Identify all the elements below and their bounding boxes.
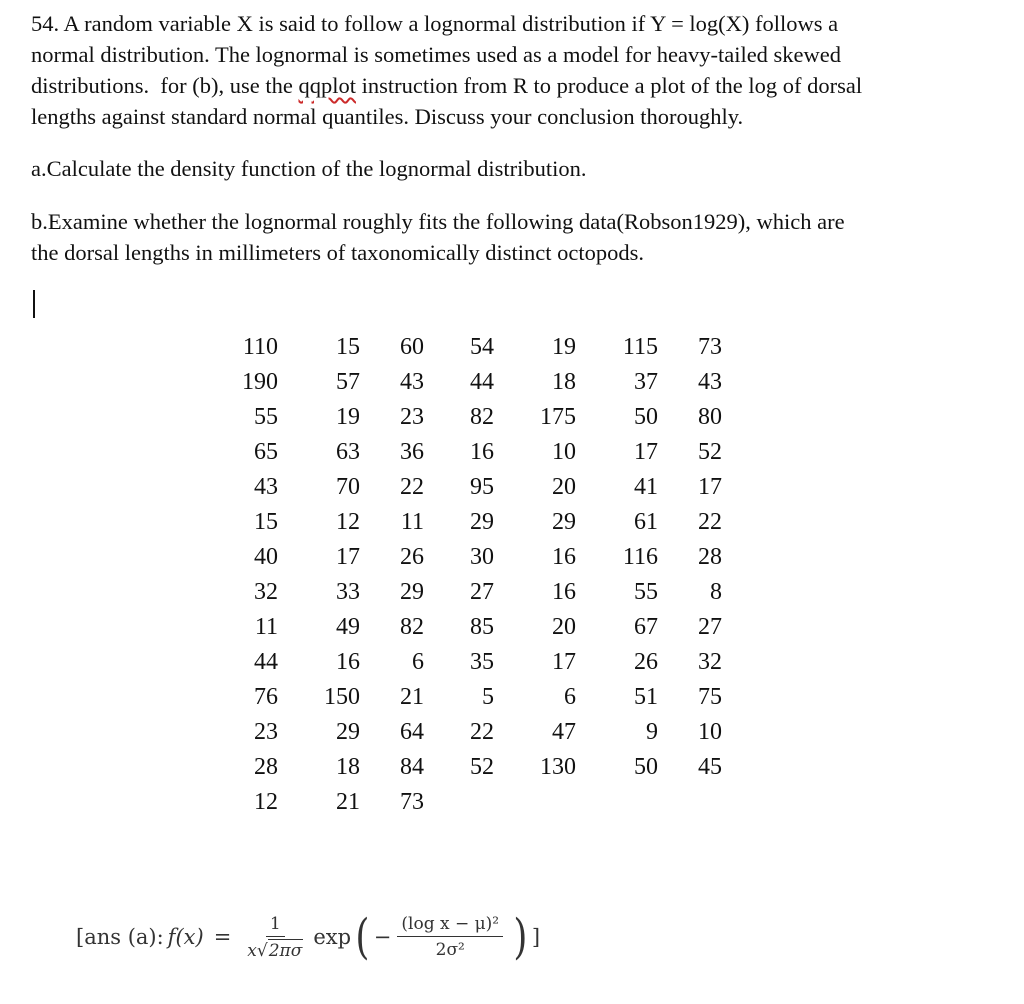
table-cell: 29: [552, 509, 576, 535]
table-cell: 28: [254, 754, 278, 780]
table-cell: 45: [698, 754, 722, 780]
problem-line-1: 54. A random variable X is said to follow a lognormal distribution if Y = log(X) follows a: [31, 11, 839, 36]
table-cell: 21: [400, 684, 424, 710]
table-cell: 6: [564, 684, 576, 710]
table-cell: 30: [470, 544, 494, 570]
table-cell: 95: [470, 474, 494, 500]
table-cell: 20: [552, 614, 576, 640]
table-cell: 41: [634, 474, 658, 500]
table-cell: 51: [634, 684, 658, 710]
table-cell: 175: [540, 404, 576, 430]
table-cell: 57: [336, 369, 360, 395]
table-cell: 47: [552, 719, 576, 745]
table-cell: 32: [698, 649, 722, 675]
table-cell: 84: [400, 754, 424, 780]
table-cell: 43: [698, 369, 722, 395]
answer-fraction-2: [397, 913, 503, 961]
table-cell: 37: [634, 369, 658, 395]
table-cell: 55: [254, 404, 278, 430]
answer-sqrt-expression: [247, 939, 303, 962]
table-cell: 43: [254, 474, 278, 500]
table-cell: 26: [634, 649, 658, 675]
table-cell: 22: [698, 509, 722, 535]
table-cell: 116: [622, 544, 658, 570]
table-row: [220, 680, 722, 715]
table-cell: 15: [336, 334, 360, 360]
answer-exp: exp: [313, 925, 352, 949]
table-cell: 82: [470, 404, 494, 430]
part-b: [31, 206, 991, 268]
table-cell: 115: [622, 334, 658, 360]
answer-function: f(x): [167, 925, 204, 949]
table-cell: 73: [698, 334, 722, 360]
table-row: [220, 785, 722, 820]
table-cell: 44: [254, 649, 278, 675]
table-cell: 17: [634, 439, 658, 465]
table-cell: 26: [400, 544, 424, 570]
table-cell: 33: [336, 579, 360, 605]
part-a: a.Calculate the density function of the lognormal distribution.: [31, 156, 587, 181]
sqrt-icon: √: [256, 940, 268, 961]
table-cell: 40: [254, 544, 278, 570]
table-cell: 76: [254, 684, 278, 710]
table-cell: 44: [470, 369, 494, 395]
table-cell: 80: [698, 404, 722, 430]
answer-fraction-1-numerator: 1: [266, 913, 285, 937]
table-cell: 63: [336, 439, 360, 465]
table-cell: 20: [552, 474, 576, 500]
table-cell: 21: [336, 789, 360, 815]
table-cell: 54: [470, 334, 494, 360]
table-row: [220, 750, 722, 785]
table-cell: 55: [634, 579, 658, 605]
table-cell: 70: [336, 474, 360, 500]
table-cell: 35: [470, 649, 494, 675]
answer-fraction-1-denominator: [243, 937, 307, 962]
problem-statement: [31, 8, 991, 132]
table-row: [220, 645, 722, 680]
table-cell: 15: [254, 509, 278, 535]
table-cell: 8: [710, 579, 722, 605]
table-row: [220, 575, 722, 610]
table-cell: 110: [242, 334, 278, 360]
table-cell: 16: [552, 544, 576, 570]
table-row: [220, 470, 722, 505]
problem-line-4: lengths against standard normal quantiles. Discuss your conclusion thoroughly.: [31, 104, 744, 129]
answer-sqrt-content: 2πσ: [268, 940, 303, 961]
table-cell: 10: [552, 439, 576, 465]
answer-minus: −: [373, 925, 392, 949]
table-row: [220, 400, 722, 435]
table-cell: 12: [336, 509, 360, 535]
table-cell: 29: [470, 509, 494, 535]
answer-denominator-x: x: [247, 940, 257, 961]
answer-open-paren: (: [355, 909, 370, 965]
table-cell: 19: [336, 404, 360, 430]
table-row: [220, 435, 722, 470]
table-cell: 85: [470, 614, 494, 640]
table-cell: 16: [336, 649, 360, 675]
table-row: [220, 365, 722, 400]
table-cell: 29: [400, 579, 424, 605]
answer-formula: [76, 902, 540, 972]
table-cell: 52: [470, 754, 494, 780]
table-cell: 16: [552, 579, 576, 605]
table-cell: 11: [400, 509, 424, 535]
table-cell: 12: [254, 789, 278, 815]
answer-fraction-2-denominator: 2σ²: [435, 940, 465, 960]
table-cell: 36: [400, 439, 424, 465]
table-cell: 65: [254, 439, 278, 465]
answer-equals: =: [213, 925, 232, 949]
table-cell: 10: [698, 719, 722, 745]
table-cell: 16: [470, 439, 494, 465]
table-cell: 18: [552, 369, 576, 395]
table-cell: 17: [552, 649, 576, 675]
answer-close-paren: ): [513, 909, 528, 965]
table-cell: 64: [400, 719, 424, 745]
table-cell: 190: [242, 369, 278, 395]
answer-fraction-1: [243, 913, 307, 962]
table-cell: 19: [552, 334, 576, 360]
part-b-line-1: b.Examine whether the lognormal roughly fits the following data(Robson1929), which are: [31, 209, 845, 234]
table-row: [220, 540, 722, 575]
table-cell: 9: [646, 719, 658, 745]
table-cell: 61: [634, 509, 658, 535]
table-cell: 130: [540, 754, 576, 780]
table-cell: 73: [400, 789, 424, 815]
table-cell: 27: [470, 579, 494, 605]
table-cell: 49: [336, 614, 360, 640]
problem-line-3-end: instruction from R to produce a plot of the log of dorsal: [355, 73, 863, 98]
table-cell: 60: [400, 334, 424, 360]
table-cell: 32: [254, 579, 278, 605]
dorsal-length-table-body: [220, 330, 722, 820]
table-cell: 6: [412, 649, 424, 675]
table-row: [220, 505, 722, 540]
table-cell: 52: [698, 439, 722, 465]
table-cell: 150: [324, 684, 360, 710]
table-cell: 28: [698, 544, 722, 570]
answer-suffix: ]: [531, 925, 541, 949]
problem-line-2: normal distribution. The lognormal is sometimes used as a model for heavy-tailed skewed: [31, 42, 842, 67]
dorsal-length-table: [220, 330, 722, 820]
table-cell: 22: [400, 474, 424, 500]
table-cell: 11: [254, 614, 278, 640]
misspelled-word[interactable]: qqplot: [298, 73, 356, 98]
table-cell: 5: [482, 684, 494, 710]
table-cell: 23: [400, 404, 424, 430]
table-cell: 50: [634, 404, 658, 430]
table-row: [220, 610, 722, 645]
answer-prefix: [ans (a):: [76, 925, 164, 949]
table-cell: 17: [698, 474, 722, 500]
table-row: [220, 715, 722, 750]
table-cell: 43: [400, 369, 424, 395]
table-cell: 50: [634, 754, 658, 780]
table-cell: 27: [698, 614, 722, 640]
table-cell: 18: [336, 754, 360, 780]
text-cursor: [33, 290, 35, 318]
table-cell: 75: [698, 684, 722, 710]
table-cell: 29: [336, 719, 360, 745]
table-cell: 23: [254, 719, 278, 745]
table-cell: 82: [400, 614, 424, 640]
table-cell: 67: [634, 614, 658, 640]
answer-fraction-2-numerator: (log x − μ)²: [397, 913, 503, 937]
problem-line-3: [31, 70, 991, 101]
part-b-line-2: the dorsal lengths in millimeters of taxonomically distinct octopods.: [31, 240, 645, 265]
table-cell: 22: [470, 719, 494, 745]
problem-line-3-start: distributions. for (b), use the: [31, 73, 299, 98]
table-cell: 17: [336, 544, 360, 570]
table-row: [220, 330, 722, 365]
